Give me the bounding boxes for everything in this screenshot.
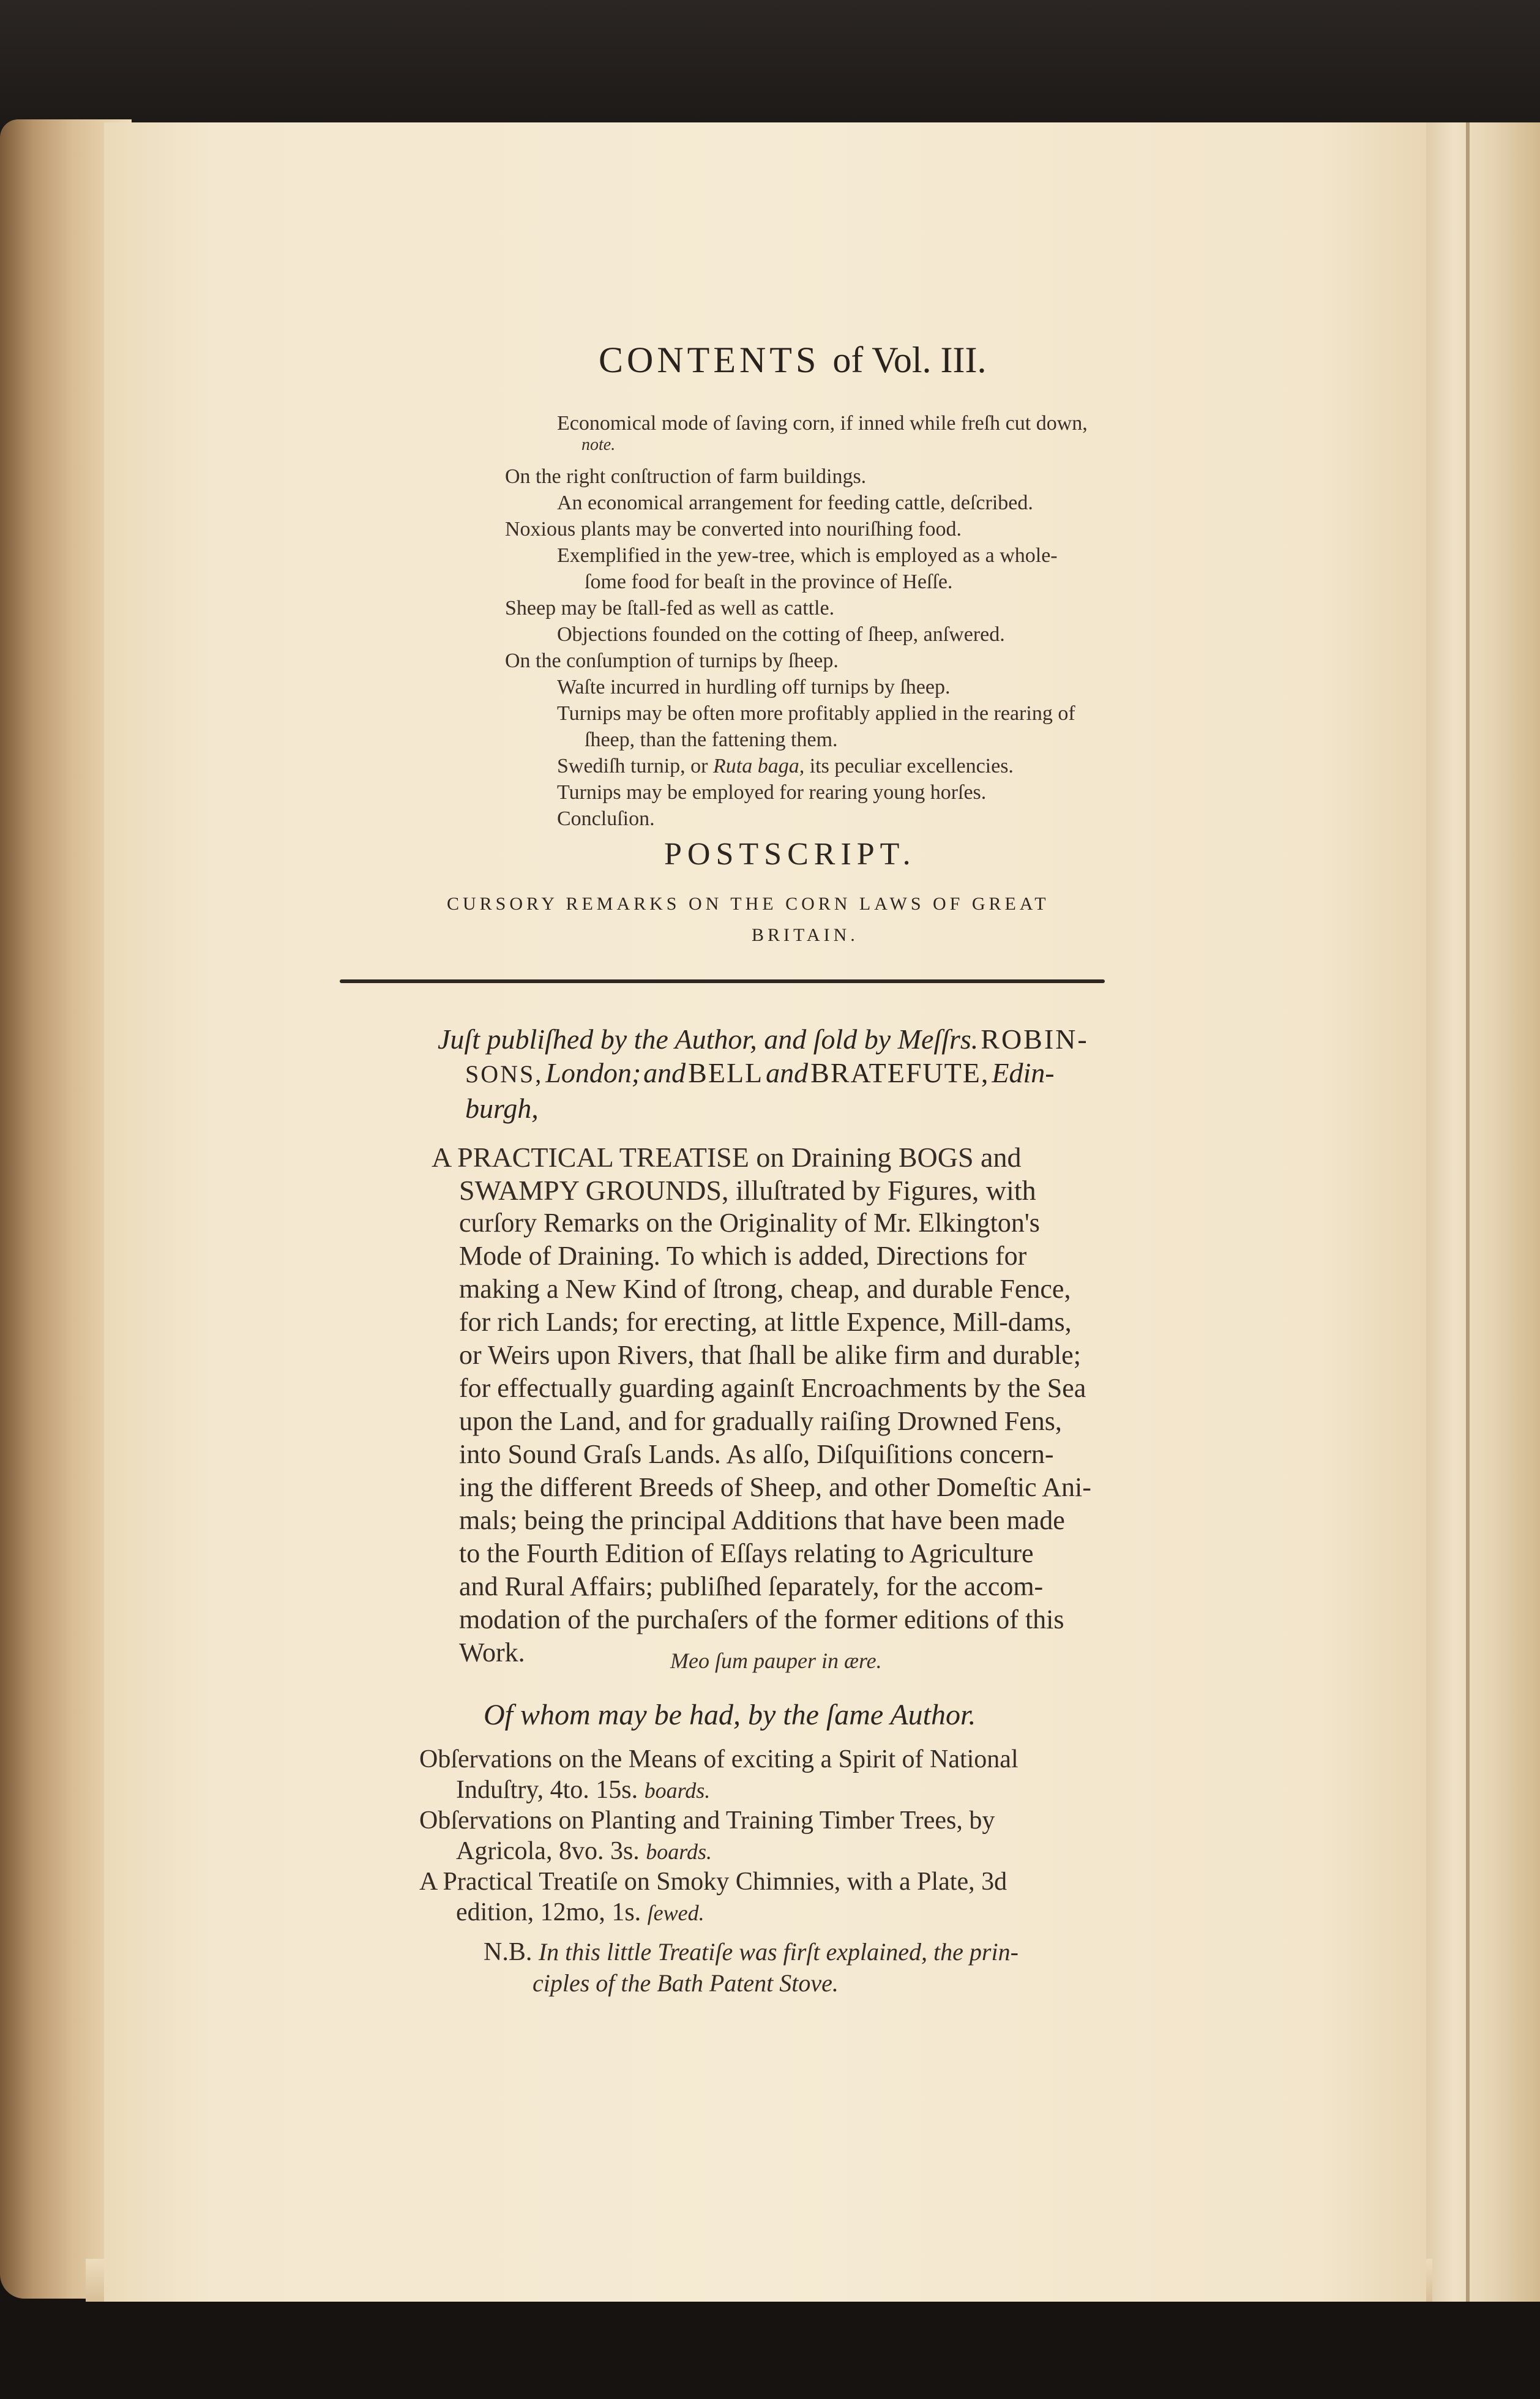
contents-entry: Exemplified in the yew-tree, which is employed as a whole- (557, 544, 1058, 567)
contents-entry: On the conſumption of turnips by ſheep. (505, 649, 839, 672)
nota-bene-line: ciples of the Bath Patent Stove. (533, 1969, 839, 1997)
contents-entry: Noxious plants may be converted into nouriſhing food. (505, 518, 962, 541)
advert-roman: ROBIN- (981, 1024, 1089, 1055)
entry-text: its peculiar excellencies. (809, 755, 1014, 777)
contents-entry: ſheep, than the fattening them. (585, 728, 838, 751)
contents-entry: On the right conſtruction of farm buildings. (505, 465, 867, 488)
advert-name: BRATEFUTE, (810, 1057, 990, 1088)
treatise-line: Work. (459, 1637, 525, 1667)
treatise-line: for effectually guarding againſt Encroachments by the Sea (459, 1373, 1086, 1403)
treatise-line: SWAMPY GROUNDS, illuſtrated by Figures, with (459, 1175, 1036, 1206)
book-page (104, 122, 1426, 2302)
treatise-line: and Rural Affairs; publiſhed ſeparately, for the accom- (459, 1571, 1044, 1601)
publication-binding: ſewed. (647, 1901, 705, 1925)
treatise-line: or Weirs upon Rivers, that ſhall be alike firm and durable; (459, 1340, 1081, 1370)
contents-entry: Waſte incurred in hurdling off turnips by ſheep. (557, 676, 951, 698)
contents-entry: Turnips may be employed for rearing young horſes. (557, 781, 987, 804)
treatise-line: into Sound Graſs Lands. As alſo, Diſquiſitions concern- (459, 1439, 1054, 1469)
treatise-line: ing the different Breeds of Sheep, and other Domeſtic Ani- (459, 1472, 1091, 1502)
treatise-line: mals; being the principal Additions that have been made (459, 1505, 1065, 1535)
advert-line (465, 1059, 1055, 1087)
publication-line: Obſervations on the Means of exciting a Spirit of National (419, 1745, 1019, 1773)
publication-details: edition, 12mo, 1s. (456, 1898, 641, 1926)
treatise-line: modation of the purchaſers of the former editions of this (459, 1604, 1064, 1634)
latin-motto: Meo ſum pauper in ære. (670, 1649, 882, 1673)
contents-entry: ſome food for beaſt in the province of Heſſe. (585, 571, 953, 593)
advert-line (438, 1025, 1089, 1054)
book-pages-right (1417, 122, 1540, 2302)
background-cloth-top (0, 0, 1540, 141)
publication-line (456, 1838, 712, 1864)
contents-entry: Economical mode of ſaving corn, if inned while freſh cut down, (557, 412, 1088, 435)
contents-entry: note. (581, 435, 616, 454)
advert-italic: Juſt publiſhed by the Author, and ſold by Meſſrs. (438, 1024, 979, 1055)
treatise-line: to the Fourth Edition of Eſſays relating to Agriculture (459, 1538, 1034, 1568)
treatise-line: making a New Kind of ſtrong, cheap, and durable Fence, (459, 1274, 1071, 1304)
contents-entry: Turnips may be often more profitably applied in the rearing of (557, 702, 1075, 725)
advert-name: BELL (688, 1057, 764, 1088)
contents-entry: Objections founded on the cotting of ſheep, anſwered. (557, 623, 1005, 646)
title-volume: of Vol. III. (832, 340, 987, 380)
treatise-line: upon the Land, and for gradually raiſing Drowned Fens, (459, 1406, 1062, 1436)
publication-details: Agricola, 8vo. 3s. (456, 1837, 640, 1865)
contents-entry: An economical arrangement for feeding cattle, deſcribed. (557, 492, 1033, 514)
advert-conj: and (643, 1057, 686, 1088)
publication-line: Obſervations on Planting and Training Timber Trees, by (419, 1806, 995, 1835)
treatise-line: A PRACTICAL TREATISE on Draining BOGS and (432, 1142, 1022, 1173)
publication-details: Induſtry, 4to. 15s. (456, 1776, 638, 1804)
entry-text: Swediſh turnip, or (557, 755, 708, 777)
postscript-heading: POSTSCRIPT. (664, 837, 916, 872)
of-whom-heading: Of whom may be had, by the ſame Author. (484, 1699, 976, 1731)
publication-binding: boards. (644, 1778, 711, 1803)
advert-name: SONS, (465, 1060, 544, 1088)
treatise-line: curſory Remarks on the Originality of Mr. Elkington's (459, 1208, 1040, 1238)
publication-line (456, 1899, 705, 1925)
entry-italic: Ruta baga, (712, 755, 805, 777)
advert-line: burgh, (465, 1093, 539, 1124)
nota-bene-text: In this little Treatiſe was firſt explained, the prin- (538, 1938, 1019, 1966)
nota-bene-line (484, 1939, 1019, 1965)
section-divider (340, 979, 1105, 983)
advert-place: Edin- (992, 1057, 1055, 1088)
page-title (599, 342, 986, 378)
publication-line: A Practical Treatiſe on Smoky Chimnies, with a Plate, 3d (419, 1868, 1007, 1896)
publication-binding: boards. (646, 1839, 712, 1864)
title-word: CONTENTS (599, 340, 820, 380)
contents-entry: Concluſion. (557, 807, 655, 830)
publication-line (456, 1777, 710, 1803)
postscript-subtitle-line1: CURSORY REMARKS ON THE CORN LAWS OF GREAT (447, 894, 1050, 914)
advert-conj: and (766, 1057, 809, 1088)
nota-bene-label: N.B. (484, 1938, 533, 1966)
contents-entry: Sheep may be ſtall-fed as well as cattle. (505, 597, 835, 619)
contents-entry (557, 756, 1014, 777)
treatise-line: for rich Lands; for erecting, at little Expence, Mill-dams, (459, 1307, 1072, 1337)
page-gutter (1466, 122, 1470, 2302)
postscript-subtitle-line2: BRITAIN. (752, 925, 859, 945)
treatise-line: Mode of Draining. To which is added, Directions for (459, 1241, 1027, 1271)
advert-place: London; (545, 1057, 641, 1088)
